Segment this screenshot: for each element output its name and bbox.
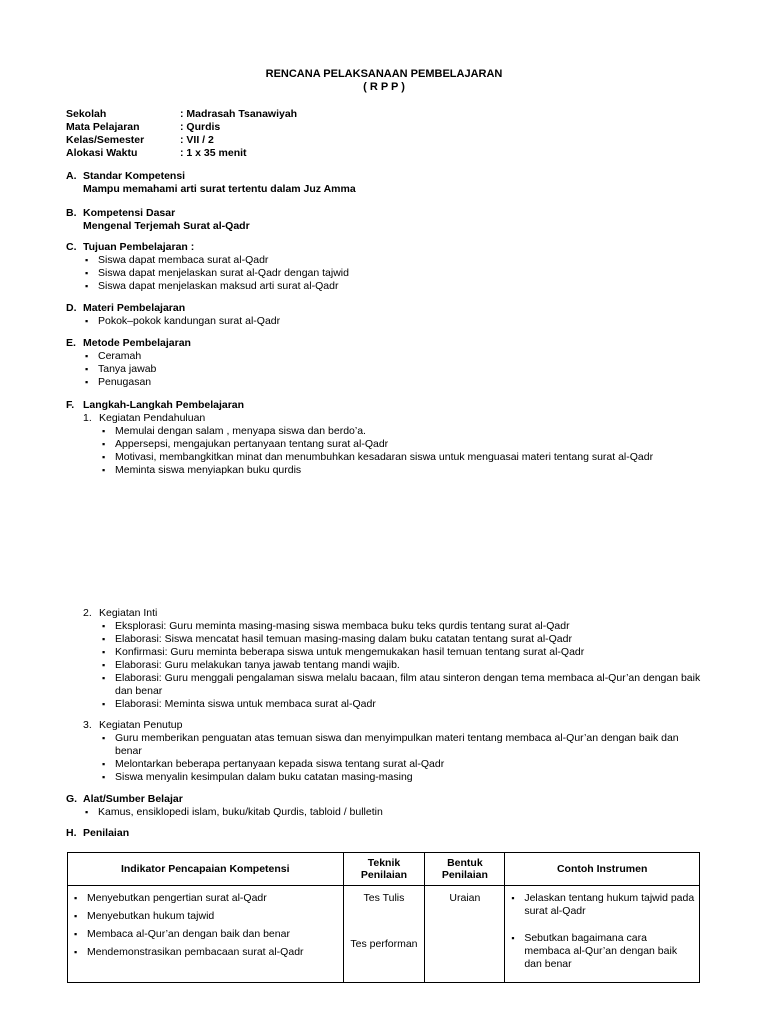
section-tujuan: [66, 241, 349, 293]
section-heading: A. Standar Kompetensi: [66, 170, 186, 182]
document-title: RENCANA PELAKSANAAN PEMBELAJARAN: [265, 68, 503, 80]
section-heading: C. Tujuan Pembelajaran :: [66, 241, 195, 253]
teknik-value: Tes Tulis: [363, 892, 405, 904]
identity-block: [66, 108, 297, 160]
step-title: 2. Kegiatan Inti: [83, 607, 158, 619]
list-item: ▪ Kamus, ensiklopedi islam, buku/kitab Qurdis, tabloid / bulletin: [83, 806, 383, 819]
list-item: ▪ Sebutkan bagaimana cara membaca al-Qur’an dengan baik dan benar: [509, 932, 695, 971]
bullet-list: [72, 892, 339, 959]
list-item: ▪ Eksplorasi: Guru meminta masing-masing siswa membaca buku teks qurdis tentang surat al-Qadr: [100, 620, 706, 633]
section-alat: [66, 793, 383, 819]
section-metode: [66, 337, 191, 389]
step-title: 1. Kegiatan Pendahuluan: [83, 412, 206, 424]
contoh-cell: [505, 886, 700, 983]
bullet-list: [509, 892, 695, 971]
bullet-list: [66, 620, 706, 711]
list-item: ▪ Guru memberikan penguatan atas temuan siswa dan menyimpulkan materi tentang membaca al-Qur’an dengan baik dan benar: [100, 732, 706, 758]
list-item: ▪ Penugasan: [83, 376, 191, 389]
bullet-list: [66, 732, 706, 784]
indikator-cell: [68, 886, 344, 983]
bullet-list: [66, 315, 280, 328]
teknik-cell: [343, 886, 425, 983]
step-kegiatan-inti: [66, 607, 706, 711]
list-item: ▪ Appersepsi, mengajukan pertanyaan tentang surat al-Qadr: [100, 438, 653, 451]
list-item: ▪ Jelaskan tentang hukum tajwid pada surat al-Qadr: [509, 892, 695, 918]
identity-label: Kelas/Semester: [66, 134, 145, 146]
bentuk-value: Uraian: [449, 892, 481, 904]
identity-label: Alokasi Waktu: [66, 147, 138, 159]
section-heading: D. Materi Pembelajaran: [66, 302, 186, 314]
section-materi: [66, 302, 280, 328]
column-header: Contoh Instrumen: [505, 853, 700, 886]
identity-label: Mata Pelajaran: [66, 121, 140, 133]
identity-value: : VII / 2: [180, 134, 214, 146]
section-heading: B. Kompetensi Dasar: [66, 207, 176, 219]
list-item: ▪ Membaca al-Qur’an dengan baik dan benar: [72, 928, 339, 941]
list-item: ▪ Ceramah: [83, 350, 191, 363]
list-item: ▪ Elaborasi: Siswa mencatat hasil temuan masing-masing dalam buku catatan tentang surat al-Qadr: [100, 633, 706, 646]
list-item: ▪ Motivasi, membangkitkan minat dan menumbuhkan kesadaran siswa untuk menguasai materi tentang surat al-Qadr: [100, 451, 653, 464]
step-title: 3. Kegiatan Penutup: [83, 719, 183, 731]
list-item: ▪ Konfirmasi: Guru meminta beberapa siswa untuk mengemukakan hasil temuan tentang surat al-Qadr: [100, 646, 706, 659]
assessment-table: [67, 852, 700, 983]
identity-value: : Qurdis: [180, 121, 221, 133]
document-subtitle: ( R P P ): [363, 81, 405, 93]
identity-row: [66, 121, 297, 134]
list-item: ▪ Siswa dapat menjelaskan surat al-Qadr dengan tajwid: [83, 267, 349, 280]
list-item: ▪ Pokok–pokok kandungan surat al-Qadr: [83, 315, 280, 328]
section-heading: G. Alat/Sumber Belajar: [66, 793, 183, 805]
list-item: ▪ Mendemonstrasikan pembacaan surat al-Qadr: [72, 946, 339, 959]
list-item: ▪ Siswa dapat menjelaskan maksud arti surat al-Qadr: [83, 280, 349, 293]
list-item: ▪ Menyebutkan hukum tajwid: [72, 910, 339, 923]
table-header-row: [68, 853, 700, 886]
list-item: ▪ Siswa dapat membaca surat al-Qadr: [83, 254, 349, 267]
bentuk-cell: [425, 886, 505, 983]
list-item: ▪ Menyebutkan pengertian surat al-Qadr: [72, 892, 339, 905]
list-item: ▪ Memulai dengan salam , menyapa siswa dan berdo’a.: [100, 425, 653, 438]
section-text: Mengenal Terjemah Surat al-Qadr: [83, 220, 250, 232]
list-item: ▪ Siswa menyalin kesimpulan dalam buku catatan masing-masing: [100, 771, 706, 784]
table-row: [68, 886, 700, 983]
section-standar-kompetensi: [66, 170, 356, 196]
identity-row: [66, 134, 297, 147]
column-header: Teknik Penilaian: [343, 853, 425, 886]
identity-value: : 1 x 35 menit: [180, 147, 247, 159]
list-item: ▪ Melontarkan beberapa pertanyaan kepada siswa tentang surat al-Qadr: [100, 758, 706, 771]
identity-row: [66, 108, 297, 121]
section-kompetensi-dasar: [66, 207, 250, 233]
section-langkah: [66, 399, 653, 477]
bullet-list: [66, 350, 191, 389]
teknik-value: Tes performan: [350, 938, 418, 950]
identity-label: Sekolah: [66, 108, 107, 120]
bullet-list: [66, 254, 349, 293]
section-heading: F. Langkah-Langkah Pembelajaran: [66, 399, 245, 411]
step-kegiatan-penutup: [66, 719, 706, 784]
section-heading: E. Metode Pembelajaran: [66, 337, 191, 349]
list-item: ▪ Elaborasi: Guru menggali pengalaman siswa melalu bacaan, film atau sinteron dengan tema membaca al-Qur’an dengan baik dan benar: [100, 672, 706, 698]
column-header: Bentuk Penilaian: [425, 853, 505, 886]
section-penilaian: [66, 827, 129, 840]
list-item: ▪ Tanya jawab: [83, 363, 191, 376]
column-header: Indikator Pencapaian Kompetensi: [68, 853, 344, 886]
list-item: ▪ Meminta siswa menyiapkan buku qurdis: [100, 464, 653, 477]
section-heading: H. Penilaian: [66, 827, 130, 839]
identity-value: : Madrasah Tsanawiyah: [180, 108, 298, 120]
section-text: Mampu memahami arti surat tertentu dalam Juz Amma: [83, 183, 356, 195]
bullet-list: [66, 806, 383, 819]
bullet-list: [66, 425, 653, 477]
identity-row: [66, 147, 297, 160]
list-item: ▪ Elaborasi: Guru melakukan tanya jawab tentang mandi wajib.: [100, 659, 706, 672]
list-item: ▪ Elaborasi: Meminta siswa untuk membaca surat al-Qadr: [100, 698, 706, 711]
